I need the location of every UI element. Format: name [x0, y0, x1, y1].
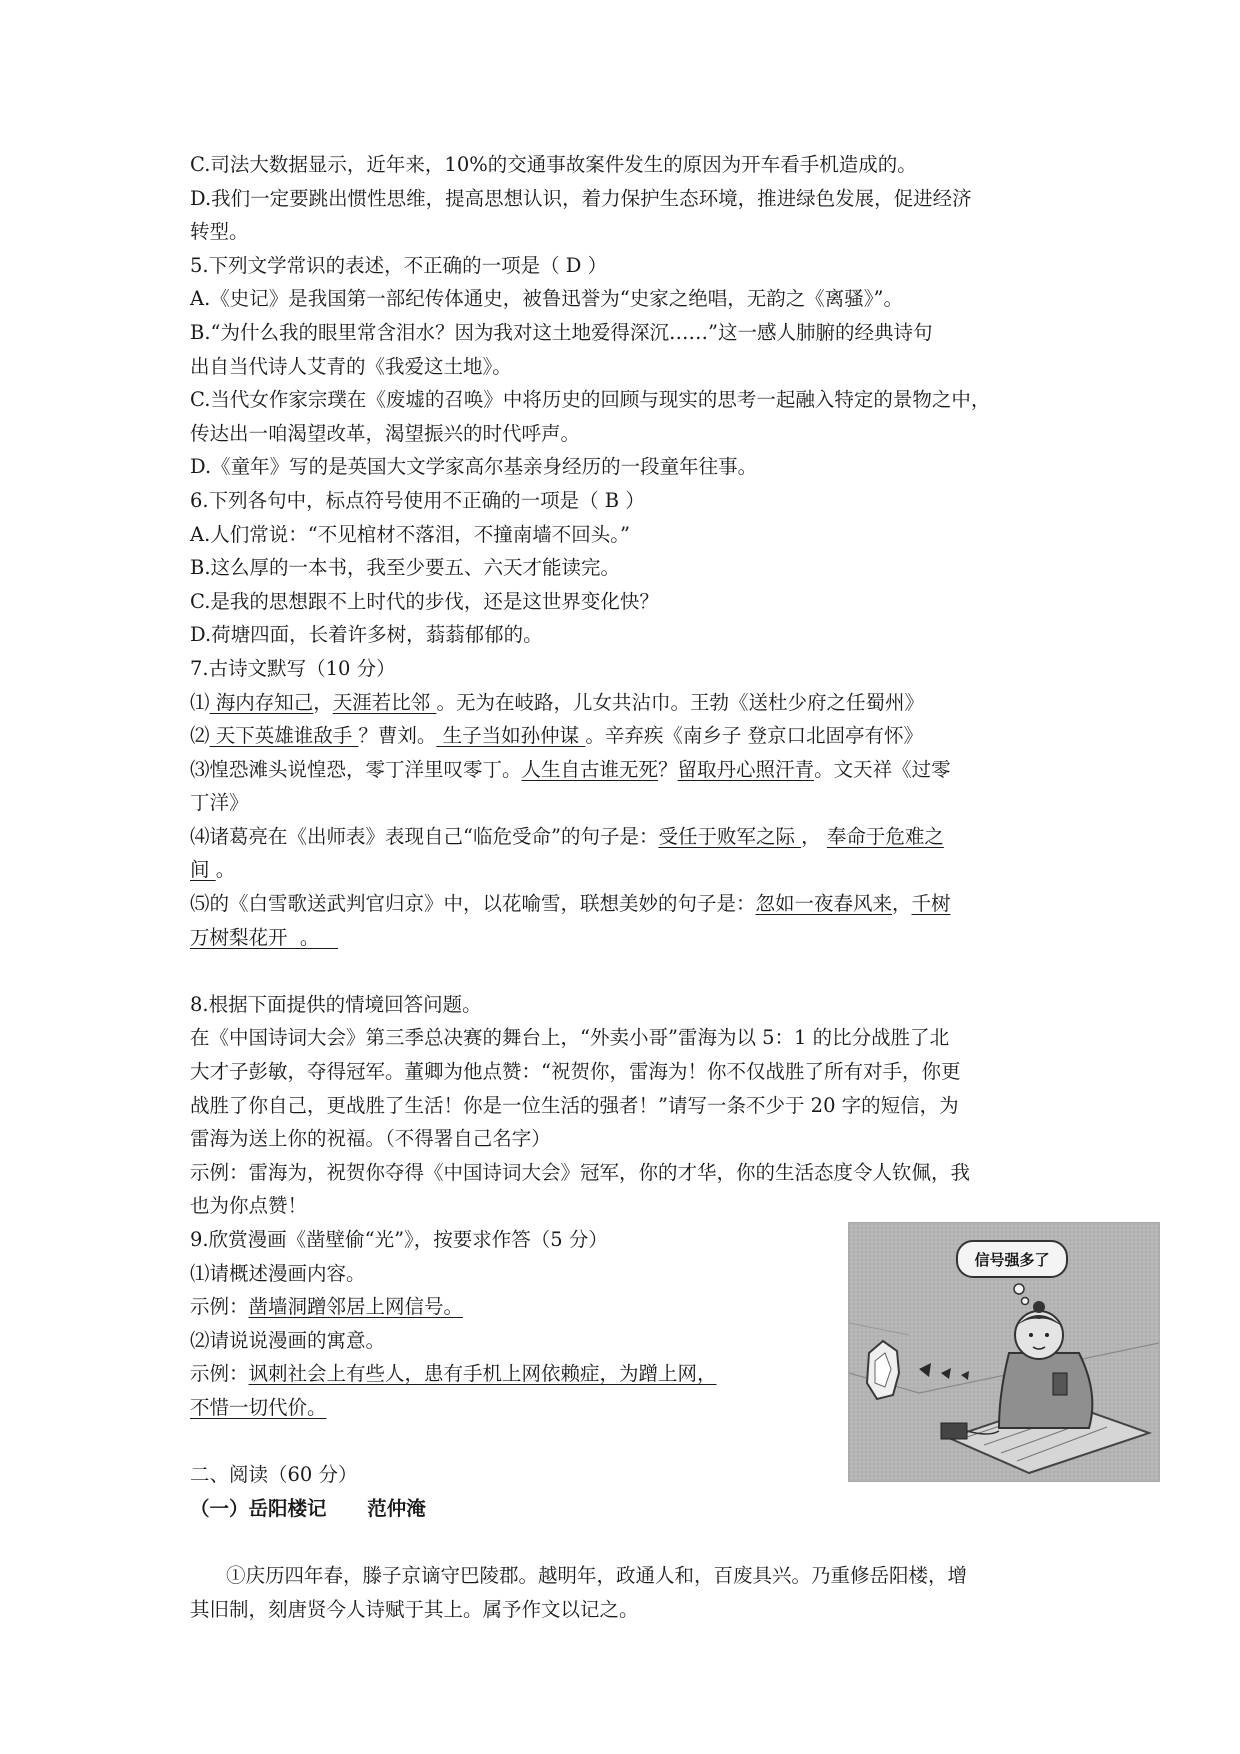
answer-blank: 讽刺社会上有些人，患有手机上网依赖症，为蹭上网， — [248, 1362, 717, 1386]
q6-option-d: D.荷塘四面，长着许多树，蓊蓊郁郁的。 — [190, 623, 543, 647]
cartoon-image — [848, 1222, 1160, 1482]
answer-blank: 奉命于危难之 — [826, 824, 944, 848]
question-6: 6.下列各句中，标点符号使用不正确的一项是（ B ） — [190, 488, 645, 512]
q8-context-line: 雷海为送上你的祝福。（不得署自己名字） — [190, 1127, 551, 1151]
answer-blank: 万树梨花开 。 — [190, 925, 338, 949]
q7-item-5-cont — [190, 921, 1070, 955]
q6-option-a: A.人们常说：“不见棺材不落泪，不撞南墙不回头。” — [190, 522, 630, 546]
q7-item-5: ⑸的《白雪歌送武判官归京》中，以花喻雪，联想美妙的句子是：忽如一夜春风来，千树 — [190, 892, 951, 916]
q6-option-b: B.这么厚的一本书，我至少要五、六天才能读完。 — [190, 556, 621, 580]
answer-blank: 凿墙洞蹭邻居上网信号。 — [248, 1295, 464, 1319]
q7-item-1: ⑴ 海内存知己，天涯若比邻 。无为在岐路，儿女共沾巾。王勃《送杜少府之任蜀州》 — [190, 690, 924, 714]
wall-hole — [867, 1341, 899, 1399]
q5-option-c-cont: 传达出一咱渴望改革，渴望振兴的时代呼声。 — [190, 421, 581, 445]
reading-title: （一）岳阳楼记 范仲淹 — [190, 1496, 426, 1520]
q5-option-c: C.当代女作家宗璞在《废墟的召唤》中将历史的回顾与现实的思考一起融入特定的景物之中， — [190, 388, 991, 412]
answer-blank: 不惜一切代价。 — [190, 1395, 327, 1419]
spacer — [190, 1525, 1070, 1559]
q5-option-b-cont: 出自当代诗人艾青的《我爱这土地》。 — [190, 354, 512, 378]
question-7: 7.古诗文默写（10 分） — [190, 656, 396, 680]
option-d-line: D.我们一定要跳出惯性思维，提高思想认识，着力保护生态环境，推进绿色发展，促进经济 — [190, 186, 972, 210]
spacer — [190, 954, 1070, 988]
speech-bubble-text: 信号强多了 — [974, 1251, 1050, 1269]
question-8: 8.根据下面提供的情境回答问题。 — [190, 992, 482, 1016]
cartoon-illustration — [849, 1223, 1159, 1481]
answer-blank: 天下英雄谁敌手 — [209, 724, 359, 748]
reading-paragraph: ①庆历四年春，滕子京谪守巴陵郡。越明年，政通人和，百废具兴。乃重修岳阳楼，增 — [226, 1563, 968, 1587]
q7-item-4: ⑷诸葛亮在《出师表》表现自己“临危受命”的句子是：受任于败军之际 ， 奉命于危难之 — [190, 824, 944, 848]
answer-blank: 千树 — [911, 892, 951, 916]
q5-option-a: A.《史记》是我国第一部纪传体通史，被鲁迅誉为“史家之绝唱，无韵之《离骚》”。 — [190, 287, 903, 311]
q5-option-b: B.“为什么我的眼里常含泪水？因为我对这土地爱得深沉……”这一感人肺腑的经典诗句 — [190, 320, 933, 344]
q7-item-3: ⑶惶恐滩头说惶恐，零丁洋里叹零丁。人生自古谁无死？留取丹心照汗青。文天祥《过零 — [190, 757, 951, 781]
q9-example-1: 示例：凿墙洞蹭邻居上网信号。 — [190, 1295, 464, 1319]
q8-context-line: 大才子彭敏，夺得冠军。董卿为他点赞：“祝贺你，雷海为！你不仅战胜了所有对手，你更 — [190, 1060, 961, 1084]
answer-blank: 海内存知己 — [209, 690, 314, 714]
q7-item-2: ⑵ 天下英雄谁敌手 ？曹刘。 生子当如孙仲谋 。辛弃疾《南乡子 登京口北固亭有怀》 — [190, 724, 924, 748]
answer-blank: 受任于败军之际 — [658, 824, 802, 848]
q8-context-line: 战胜了你自己，更战胜了生活！你是一位生活的强者！”请写一条不少于 20 字的短信，为 — [190, 1093, 959, 1117]
option-d-line-cont: 转型。 — [190, 220, 249, 244]
q8-context-line: 在《中国诗词大会》第三季总决赛的舞台上，“外卖小哥”雷海为以 5：1 的比分战胜了北 — [190, 1026, 950, 1050]
q9-sub-2: ⑵请说说漫画的寓意。 — [190, 1328, 386, 1352]
question-5: 5.下列文学常识的表述，不正确的一项是（ D ） — [190, 253, 608, 277]
reading-paragraph-cont: 其旧制，刻唐贤今人诗赋于其上。属予作文以记之。 — [190, 1597, 639, 1621]
answer-blank: 生子当如孙仲谋 — [436, 724, 586, 748]
q8-example-line: 示例：雷海为，祝贺你夺得《中国诗词大会》冠军，你的才华，你的生活态度令人钦佩，我 — [190, 1160, 971, 1184]
section-2-title: 二、阅读（60 分） — [190, 1463, 358, 1487]
answer-blank: 人生自古谁无死 — [521, 757, 659, 781]
answer-blank: 天涯若比邻 — [332, 690, 437, 714]
q5-option-d: D.《童年》写的是英国大文学家高尔基亲身经历的一段童年往事。 — [190, 455, 758, 479]
question-9: 9.欣赏漫画《凿壁偷“光”》，按要求作答（5 分） — [190, 1228, 608, 1251]
q6-option-c: C.是我的思想跟不上时代的步伐，还是这世界变化快？ — [190, 589, 659, 613]
q7-item-3-cont: 丁洋》 — [190, 791, 249, 815]
answer-blank: 忽如一夜春风来 — [755, 892, 893, 916]
q9-sub-1: ⑴请概述漫画内容。 — [190, 1261, 366, 1285]
answer-blank: 间 — [190, 858, 216, 882]
option-c-line: C.司法大数据显示，近年来，10%的交通事故案件发生的原因为开车看手机造成的。 — [190, 153, 917, 176]
answer-blank: 留取丹心照汗青 — [677, 757, 815, 781]
q7-item-4-cont: 间 。 — [190, 858, 236, 882]
q8-example-line: 也为你点赞！ — [190, 1194, 308, 1218]
q9-example-2: 示例：讽刺社会上有些人，患有手机上网依赖症，为蹭上网， — [190, 1362, 717, 1386]
